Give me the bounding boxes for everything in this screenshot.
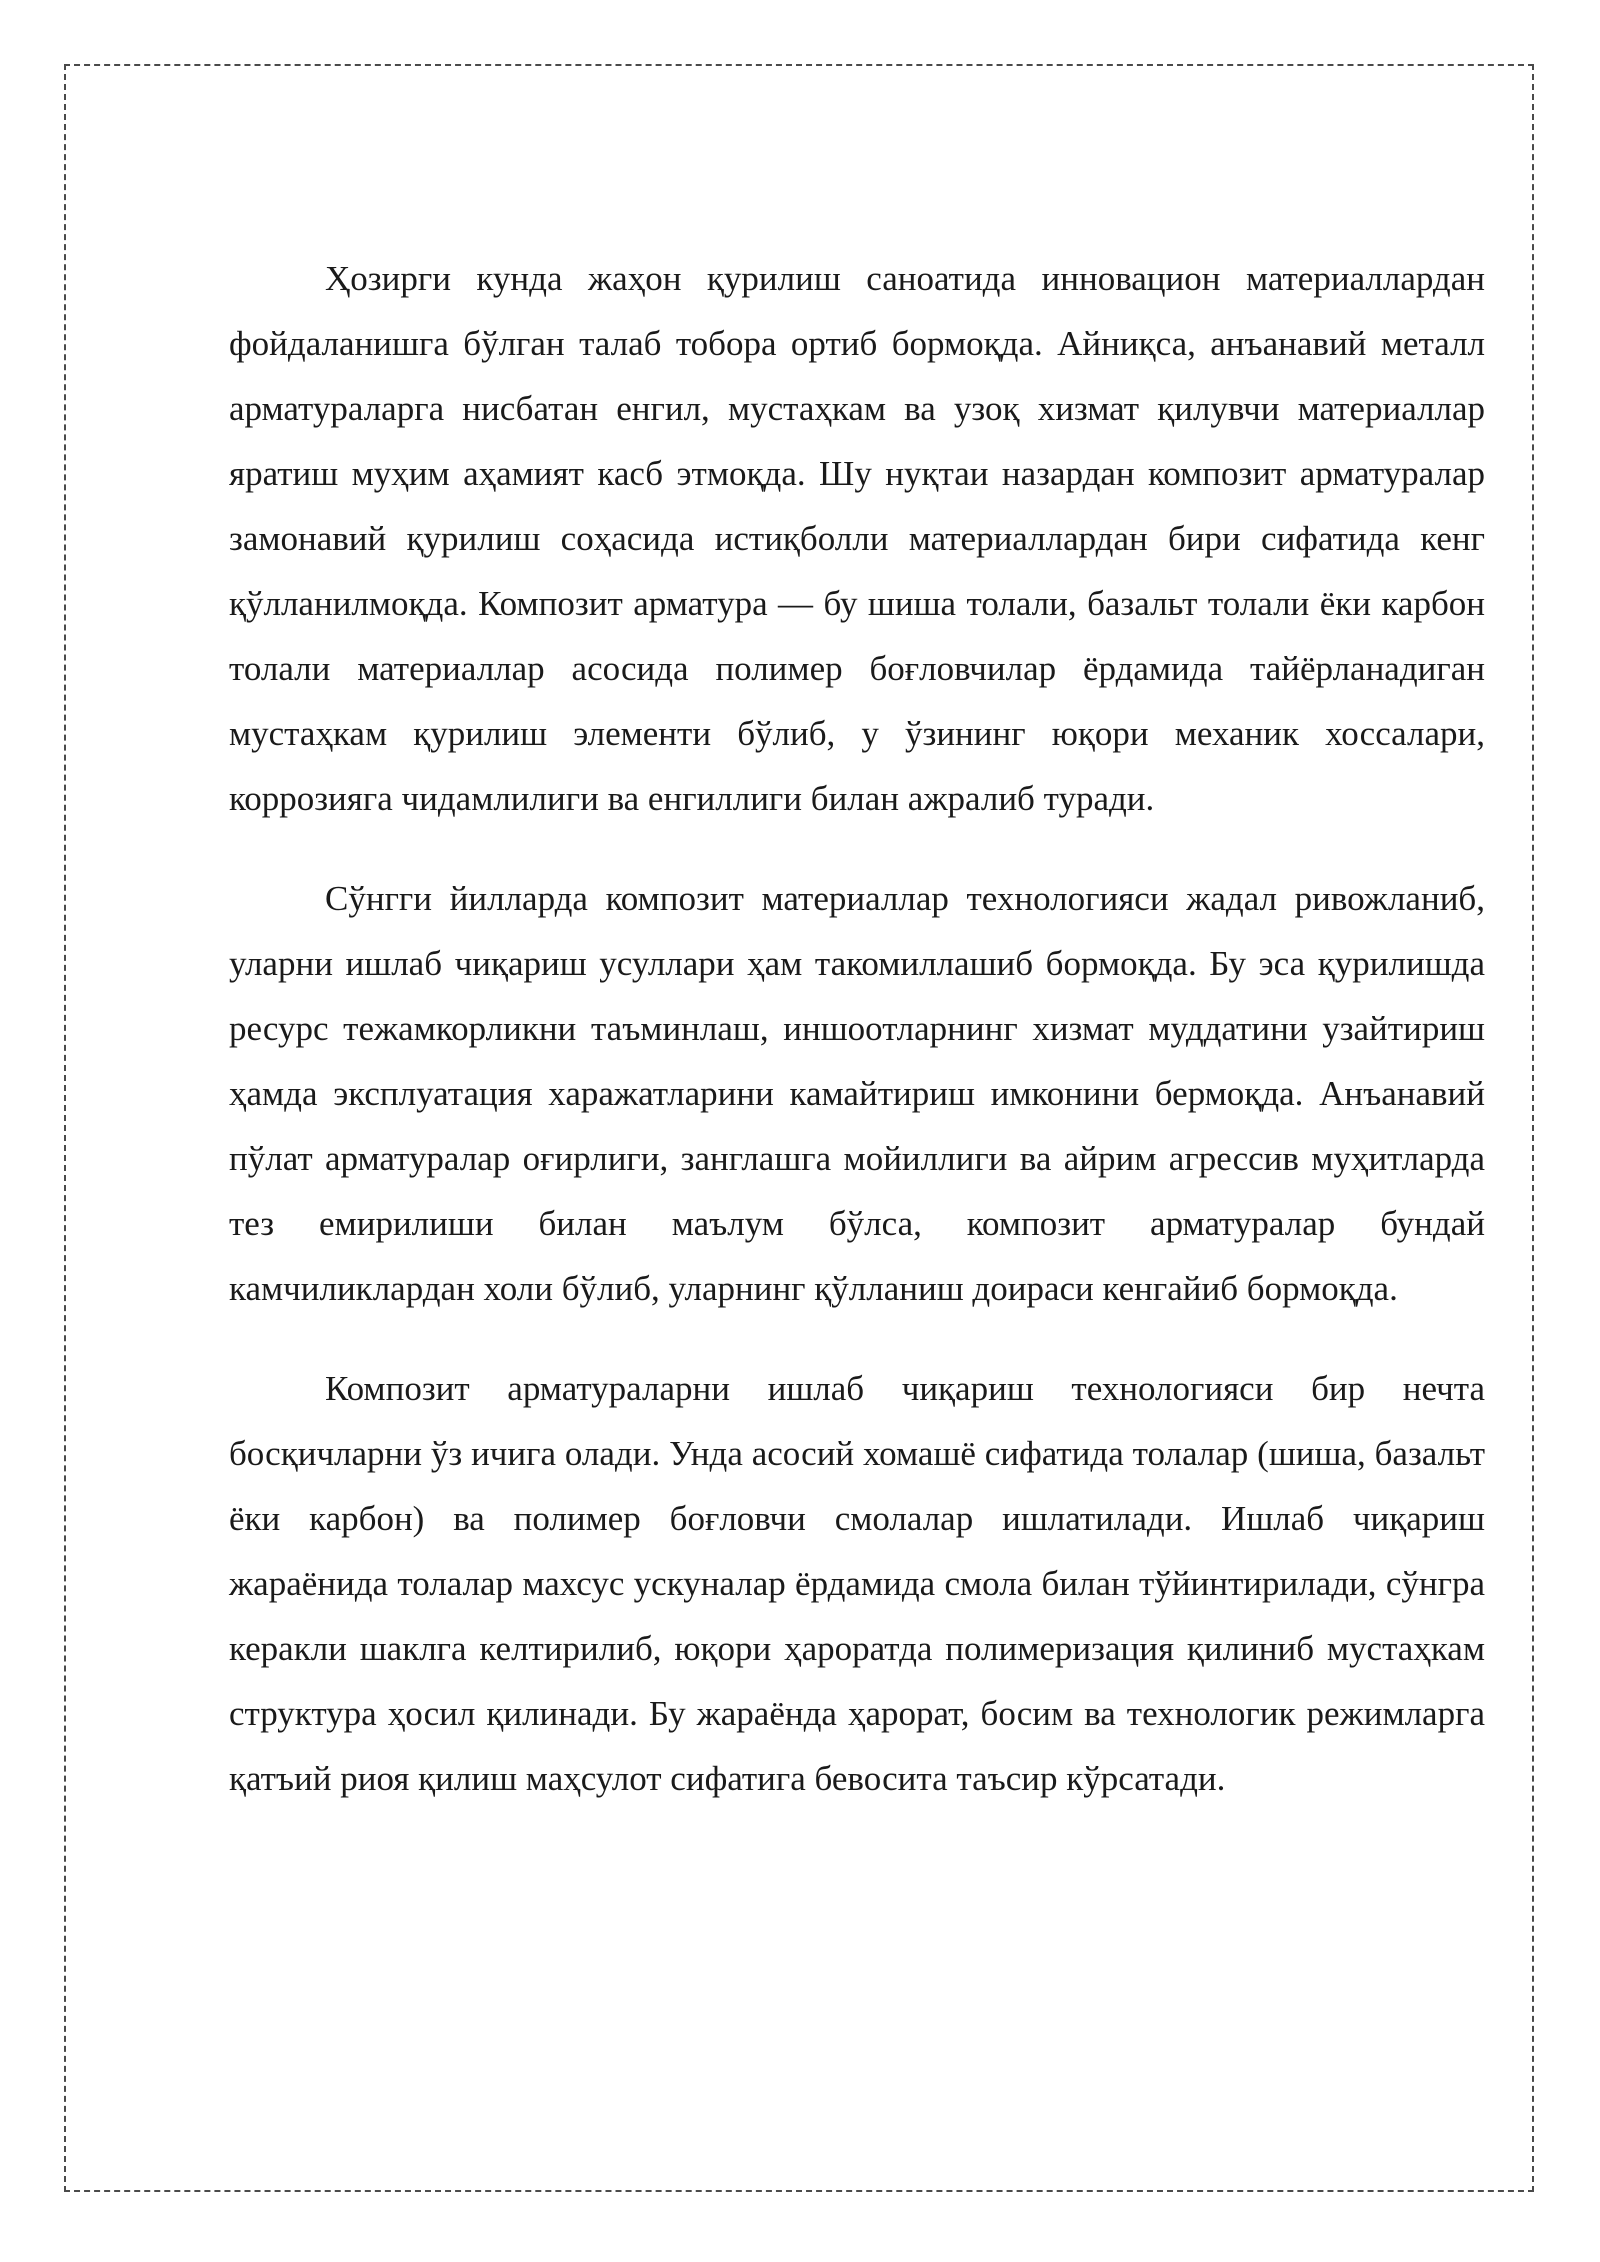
paragraph-3: Композит арматураларни ишлаб чиқариш технологияси бир нечта босқичларни ўз ичига олади. Унда асосий хомашё сифатида толалар (шиша, базальт ёки карбон) ва полимер боғловчи смолалар ишлатилади. Ишлаб чиқариш жараёнида толалар махсус ускуналар ёрдамида смола билан тўйинтирилади, сўнгра керакли шаклга келтирилиб, юқори ҳароратда полимеризация қилиниб мустаҳкам структура ҳосил қилинади. Бу жараёнда ҳарорат, босим ва технологик режимларга қатъий риоя қилиш маҳсулот сифатига бевосита таъсир кўрсатади. <box>229 1369 1485 1798</box>
paragraph-1: Ҳозирги кунда жаҳон қурилиш саноатида инновацион материаллардан фойдаланишга бўлган талаб тобора ортиб бормоқда. Айниқса, анъанавий металл арматураларга нисбатан енгил, мустаҳкам ва узоқ хизмат қилувчи материаллар яратиш муҳим аҳамият касб этмоқда. Шу нуқтаи назардан композит арматуралар замонавий қурилиш соҳасида истиқболли материаллардан бири сифатида кенг қўлланилмоқда. Композит арматура — бу шиша толали, базальт толали ёки карбон толали материаллар асосида полимер боғловчилар ёрдамида тайёрланадиган мустаҳкам қурилиш элементи бўлиб, у ўзининг юқори механик хоссалари, коррозияга чидамлилиги ва енгиллиги билан ажралиб туради. <box>229 259 1485 818</box>
paragraph-2: Сўнгги йилларда композит материаллар технологияси жадал ривожланиб, уларни ишлаб чиқариш усуллари ҳам такомиллашиб бормоқда. Бу эса қурилишда ресурс тежамкорликни таъминлаш, иншоотларнинг хизмат муддатини узайтириш ҳамда эксплуатация харажатларини камайтириш имконини бермоқда. Анъанавий пўлат арматуралар оғирлиги, занглашга мойиллиги ва айрим агрессив муҳитларда тез емирилиши билан маълум бўлса, композит арматуралар бундай камчиликлардан холи бўлиб, уларнинг қўлланиш доираси кенгайиб бормоқда. <box>229 879 1485 1308</box>
document-body <box>229 246 1485 1846</box>
